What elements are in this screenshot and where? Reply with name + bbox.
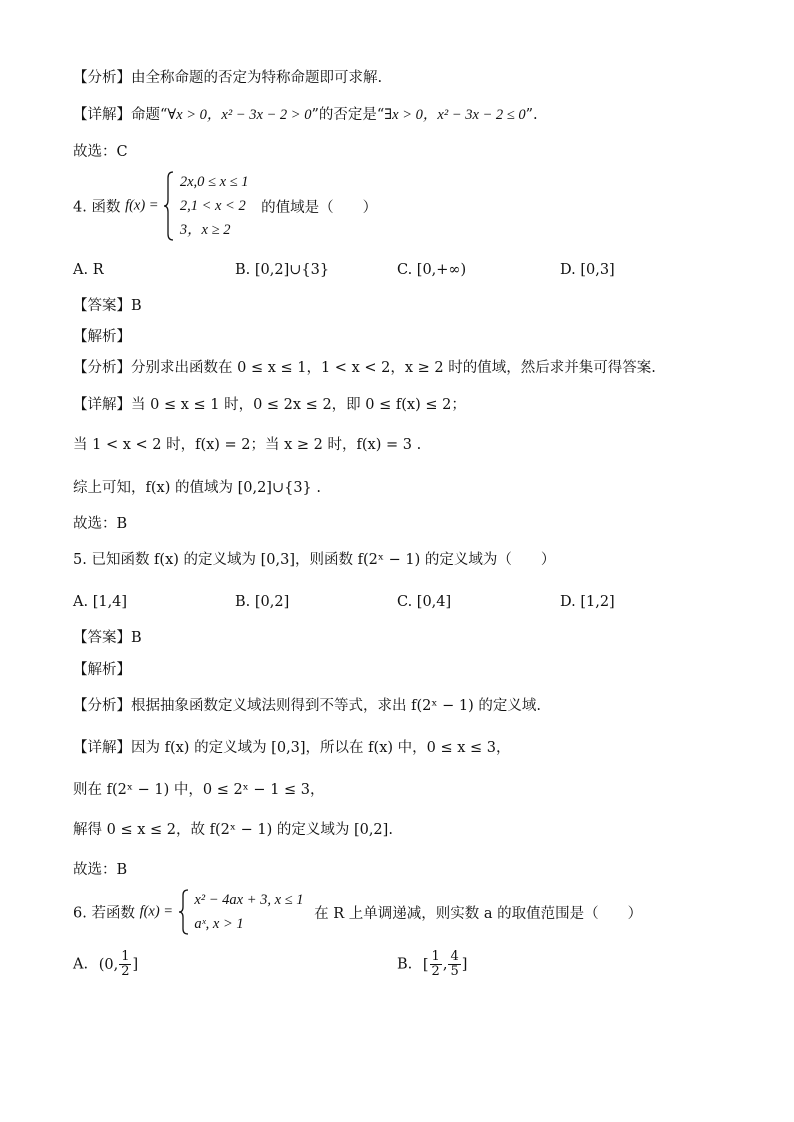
q4-detail-2: 当 1 < x < 2 时，f(x) = 2；当 x ≥ 2 时，f(x) = 3 . (73, 437, 422, 453)
q6-option-a-open: (0, (98, 956, 119, 973)
q6-option-a-fraction (119, 950, 131, 979)
q5-jiexi: 【解析】 (73, 662, 131, 678)
q5-detail-1: 【详解】因为 f(x) 的定义域为 [0,3]，所以在 f(x) 中，0 ≤ x ≤ 3， (73, 740, 511, 756)
q6-case-2: aˣ, x > 1 (194, 916, 244, 932)
q6-stem (73, 888, 642, 936)
q4-case-1: 2x,0 ≤ x ≤ 1 (179, 174, 249, 190)
q3-detail-mid: ”的否定是“ (311, 107, 385, 123)
q6-piecewise-cases (194, 888, 303, 936)
q6-stem-prefix: 6. 若函数 (73, 905, 135, 922)
q6-option-a (73, 950, 138, 979)
q4-jiexi: 【解析】 (73, 329, 131, 345)
q4-detail-3: 综上可知，f(x) 的值域为 [0,2]∪{3} . (73, 480, 321, 496)
q5-detail-3: 解得 0 ≤ x ≤ 2，故 f(2ˣ − 1) 的定义域为 [0,2]. (73, 822, 393, 838)
q4-stem-prefix: 4. 函数 (73, 199, 121, 216)
q4-option-c: C. [0,+∞) (397, 262, 467, 278)
q4-stem (73, 170, 377, 242)
q5-option-c: C. [0,4] (397, 594, 452, 610)
q6-option-b (397, 950, 467, 979)
left-brace-icon (178, 888, 190, 936)
q3-choice: 故选：C (73, 144, 128, 160)
q4-answer: 【答案】B (73, 298, 142, 314)
q5-detail-2: 则在 f(2ˣ − 1) 中，0 ≤ 2ˣ − 1 ≤ 3， (73, 782, 325, 798)
left-brace-icon (163, 170, 175, 242)
q4-case-2: 2,1 < x < 2 (179, 198, 246, 214)
denominator: 5 (450, 964, 459, 979)
denominator: 2 (431, 964, 440, 979)
q3-negation: ∃x > 0，x² − 3x − 2 ≤ 0 (384, 107, 526, 123)
q4-option-a: A. R (73, 262, 104, 278)
q5-option-d: D. [1,2] (560, 594, 615, 610)
q4-function-name: f(x) = (125, 197, 159, 214)
q4-option-b: B. [0,2]∪{3} (235, 262, 330, 278)
q6-option-b-fraction-1 (430, 950, 442, 979)
q5-option-a: A. [1,4] (73, 594, 128, 610)
numerator: 1 (121, 949, 130, 964)
q4-analysis: 【分析】分别求出函数在 0 ≤ x ≤ 1，1 < x < 2，x ≥ 2 时的值域，然后求并集可得答案. (73, 360, 656, 376)
q4-detail-1: 【详解】当 0 ≤ x ≤ 1 时，0 ≤ 2x ≤ 2，即 0 ≤ f(x) ≤ 2； (73, 397, 466, 413)
q4-case-3: 3，x ≥ 2 (179, 222, 231, 238)
q5-option-b: B. [0,2] (235, 594, 290, 610)
q6-function-name: f(x) = (139, 903, 174, 920)
q5-analysis: 【分析】根据抽象函数定义域法则得到不等式，求出 f(2ˣ − 1) 的定义域. (73, 698, 541, 714)
q6-case-1: x² − 4ax + 3, x ≤ 1 (194, 892, 304, 908)
q3-analysis: 【分析】由全称命题的否定为特称命题即可求解. (73, 70, 383, 86)
q3-detail-prefix: 【详解】命题“ (73, 107, 168, 123)
q6-option-a-label: A. (73, 956, 89, 973)
denominator: 2 (121, 964, 130, 979)
q4-stem-suffix: 的值域是（ ） (261, 199, 378, 216)
q4-piecewise-cases (180, 170, 249, 242)
q6-option-b-label: B. (397, 956, 413, 973)
q3-detail-suffix: ”. (525, 107, 538, 123)
numerator: 4 (450, 949, 459, 964)
q5-answer: 【答案】B (73, 630, 142, 646)
q5-stem: 5. 已知函数 f(x) 的定义域为 [0,3]，则函数 f(2ˣ − 1) 的定义域为（ ） (73, 552, 556, 568)
q6-option-b-open: [ (422, 956, 429, 973)
q4-option-d: D. [0,3] (560, 262, 615, 278)
q6-option-b-sep: , (442, 956, 448, 973)
q6-option-a-close: ] (132, 956, 139, 973)
q6-option-b-close: ] (461, 956, 468, 973)
q4-choice: 故选：B (73, 516, 128, 532)
q5-choice: 故选：B (73, 862, 128, 878)
q3-proposition: ∀x > 0，x² − 3x − 2 > 0 (167, 107, 312, 123)
q6-option-b-fraction-2 (448, 950, 460, 979)
numerator: 1 (431, 949, 440, 964)
q6-stem-suffix: 在 R 上单调递减，则实数 a 的取值范围是（ ） (314, 905, 643, 922)
q3-detail (73, 105, 538, 125)
